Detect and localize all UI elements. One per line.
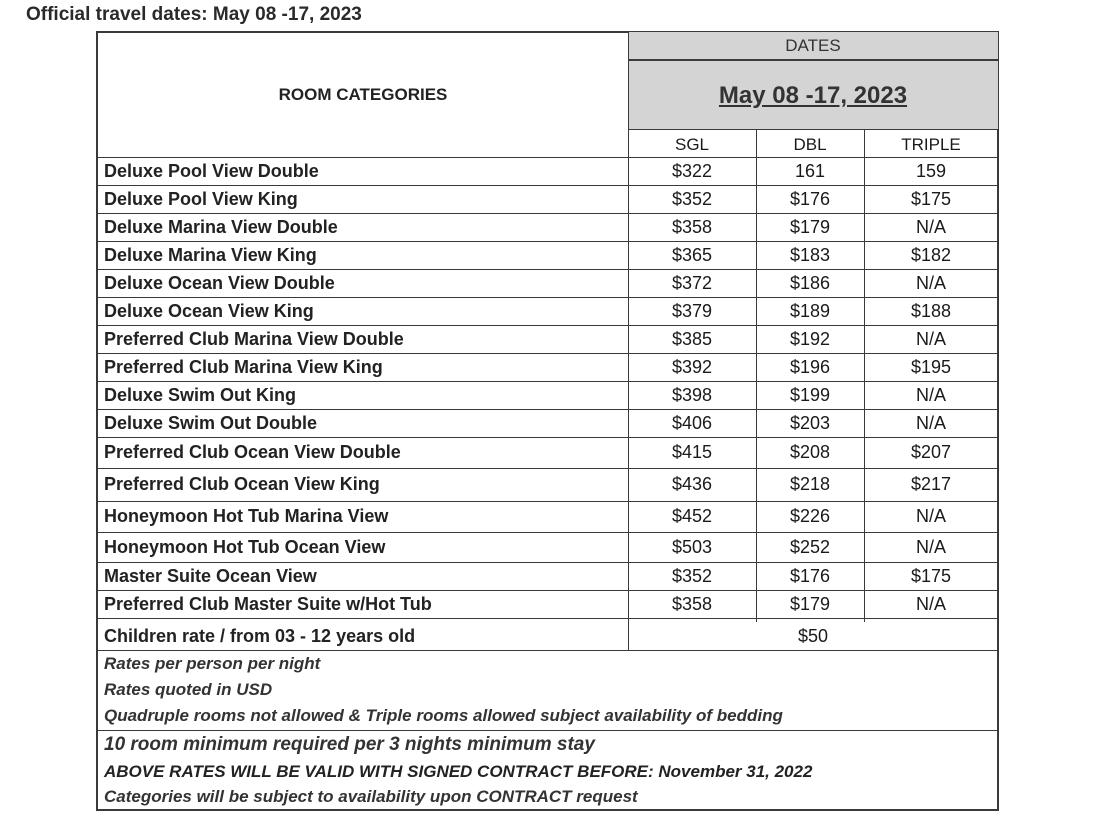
note-per-person: Rates per person per night: [104, 654, 321, 673]
room-category-name: Deluxe Pool View King: [104, 188, 298, 209]
rate-cell-triple: N/A: [915, 272, 946, 293]
rate-cell-sgl: $372: [671, 272, 713, 293]
room-category-name: Preferred Club Ocean View Double: [104, 442, 401, 462]
room-category-name: Preferred Club Marina View King: [104, 356, 383, 377]
rate-cell-dbl: $199: [789, 384, 831, 405]
rate-cell-triple: N/A: [915, 506, 946, 526]
rate-cell-sgl: $358: [671, 216, 713, 237]
rate-cell-dbl: $192: [789, 328, 831, 349]
rate-cell-triple: N/A: [915, 216, 946, 237]
column-header-dbl: DBL: [793, 134, 827, 154]
room-category-name: Deluxe Swim Out Double: [104, 412, 318, 433]
children-rate-label: Children rate / from 03 - 12 years old: [104, 626, 416, 646]
rate-cell-triple: 159: [915, 160, 947, 181]
rate-cell-dbl: $186: [789, 272, 831, 293]
rate-cell-sgl: $398: [671, 384, 713, 405]
room-category-name: Deluxe Ocean View King: [104, 300, 314, 321]
rate-cell-dbl: $203: [789, 412, 831, 433]
rate-cell-triple: N/A: [915, 328, 946, 349]
term-availability: Categories will be subject to availability upon CONTRACT request: [104, 787, 638, 806]
rate-cell-sgl: $415: [671, 442, 713, 462]
rate-cell-triple: N/A: [915, 412, 946, 433]
rate-cell-dbl: $179: [789, 593, 831, 614]
dates-label: DATES: [785, 36, 841, 55]
room-category-name: Deluxe Pool View Double: [104, 160, 319, 181]
note-quadruple: Quadruple rooms not allowed & Triple rooms allowed subject availability of bedding: [104, 706, 783, 725]
rate-cell-sgl: $503: [671, 536, 713, 557]
rate-cell-triple: N/A: [915, 384, 946, 405]
room-category-name: Preferred Club Ocean View King: [104, 474, 380, 494]
rate-cell-dbl: $226: [789, 506, 831, 526]
room-category-name: Deluxe Swim Out King: [104, 384, 297, 405]
rate-cell-sgl: $452: [671, 506, 713, 526]
rate-cell-triple: $217: [910, 474, 952, 494]
column-header-sgl: SGL: [674, 134, 710, 154]
rate-cell-triple: $175: [910, 188, 952, 209]
rate-cell-dbl: $179: [789, 216, 831, 237]
rate-cell-dbl: $189: [789, 300, 831, 321]
rate-cell-triple: $175: [910, 565, 952, 586]
rate-cell-dbl: 161: [794, 160, 826, 181]
date-range: May 08 -17, 2023: [718, 82, 908, 109]
room-category-name: Deluxe Marina View Double: [104, 216, 338, 237]
room-category-name: Honeymoon Hot Tub Marina View: [104, 506, 389, 526]
room-categories-header: ROOM CATEGORIES: [278, 85, 448, 104]
rate-cell-dbl: $196: [789, 356, 831, 377]
term-room-minimum: 10 room minimum required per 3 nights minimum stay: [104, 734, 595, 755]
rate-cell-dbl: $176: [789, 188, 831, 209]
rate-cell-dbl: $218: [789, 474, 831, 494]
rate-cell-triple: N/A: [915, 536, 946, 557]
rate-cell-sgl: $365: [671, 244, 713, 265]
rate-cell-sgl: $436: [671, 474, 713, 494]
rate-cell-sgl: $358: [671, 593, 713, 614]
rate-cell-sgl: $406: [671, 412, 713, 433]
rate-cell-triple: $195: [910, 356, 952, 377]
children-rate-value: $50: [797, 626, 829, 646]
rate-cell-triple: N/A: [915, 593, 946, 614]
rate-cell-triple: $207: [910, 442, 952, 462]
row-divider: [98, 618, 998, 619]
rate-cell-triple: $182: [910, 244, 952, 265]
room-category-name: Deluxe Marina View King: [104, 244, 317, 265]
rate-cell-sgl: $352: [671, 565, 713, 586]
note-usd: Rates quoted in USD: [104, 680, 273, 699]
rate-cell-triple: $188: [910, 300, 952, 321]
room-category-name: Preferred Club Marina View Double: [104, 328, 404, 349]
term-contract-deadline: ABOVE RATES WILL BE VALID WITH SIGNED CONTRACT BEFORE: November 31, 2022: [104, 762, 813, 781]
room-category-name: Deluxe Ocean View Double: [104, 272, 335, 293]
column-header-triple: TRIPLE: [901, 134, 961, 154]
rate-cell-dbl: $208: [789, 442, 831, 462]
rate-cell-dbl: $252: [789, 536, 831, 557]
page-title: Official travel dates: May 08 -17, 2023: [26, 4, 362, 25]
rate-cell-sgl: $385: [671, 328, 713, 349]
rate-cell-dbl: $183: [789, 244, 831, 265]
room-category-name: Master Suite Ocean View: [104, 565, 317, 586]
room-category-name: Honeymoon Hot Tub Ocean View: [104, 536, 386, 557]
rate-cell-sgl: $379: [671, 300, 713, 321]
rate-cell-sgl: $322: [671, 160, 713, 181]
room-category-name: Preferred Club Master Suite w/Hot Tub: [104, 593, 432, 614]
rate-cell-dbl: $176: [789, 565, 831, 586]
rate-cell-sgl: $352: [671, 188, 713, 209]
rate-cell-sgl: $392: [671, 356, 713, 377]
